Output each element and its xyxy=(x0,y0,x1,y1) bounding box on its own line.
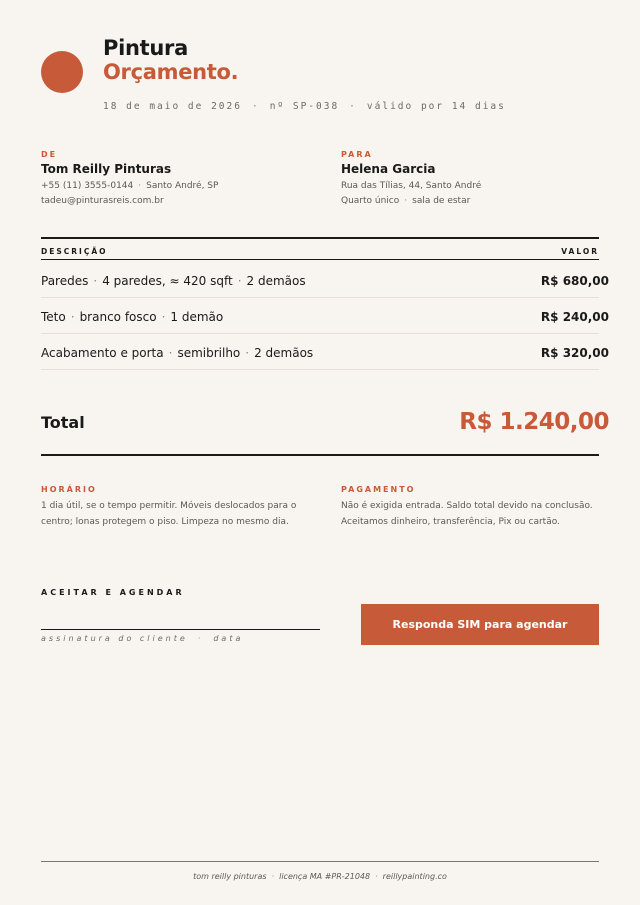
payment-label: PAGAMENTO xyxy=(341,485,416,494)
row-detail: 2 demãos xyxy=(254,346,314,360)
total-rule xyxy=(41,454,599,456)
schedule-block xyxy=(41,485,306,530)
table-row xyxy=(41,298,609,334)
to-name: Helena Garcia xyxy=(341,162,436,176)
brand-title: Pintura xyxy=(103,36,188,60)
logo-circle xyxy=(41,51,83,93)
schedule-text: 1 dia útil, se o tempo permitir. Móveis deslocados para o centro; lonas protegem o piso. Limpeza no mesmo dia. xyxy=(41,501,297,527)
row-detail: branco fosco xyxy=(79,310,157,324)
from-label: DE xyxy=(41,150,58,159)
row-detail: 1 demão xyxy=(170,310,224,324)
row-value: R$ 320,00 xyxy=(540,346,609,360)
footer-site[interactable]: reillypainting.co xyxy=(382,872,447,881)
accept-label: ACEITAR E AGENDAR xyxy=(41,588,185,597)
from-block xyxy=(41,150,301,206)
to-room-1: Quarto único xyxy=(341,196,400,206)
payment-block xyxy=(341,485,606,530)
column-header-description: DESCRIÇÃO xyxy=(41,247,108,256)
row-item: Teto xyxy=(41,310,66,324)
row-value: R$ 240,00 xyxy=(540,310,609,324)
row-description: Acabamento e porta · semibrilho · 2 demãos xyxy=(41,346,314,360)
from-contact: +55 (11) 3555-0144 · Santo André, SP xyxy=(41,181,219,191)
quote-meta xyxy=(103,101,506,112)
row-item: Acabamento e porta xyxy=(41,346,164,360)
signature-line[interactable] xyxy=(41,629,320,630)
signature-caption-text: assinatura do cliente xyxy=(41,634,188,643)
table-row xyxy=(41,262,609,298)
footer-company: tom reilly pinturas xyxy=(193,872,267,881)
to-block xyxy=(341,150,601,206)
to-rooms: Quarto único · sala de estar xyxy=(341,196,471,206)
to-room-2: sala de estar xyxy=(412,196,471,206)
schedule-label: HORÁRIO xyxy=(41,485,97,494)
from-phone[interactable]: +55 (11) 3555-0144 xyxy=(41,181,134,191)
quote-validity: válido por 14 dias xyxy=(366,101,506,112)
from-name: Tom Reilly Pinturas xyxy=(41,162,172,176)
footer-rule xyxy=(41,861,599,862)
brand-subtitle: Orçamento. xyxy=(103,60,239,84)
from-city: Santo André, SP xyxy=(146,181,219,191)
quote-date: 18 de maio de 2026 xyxy=(103,101,242,112)
brand xyxy=(103,36,238,84)
to-label: PARA xyxy=(341,150,373,159)
footer-license: licença MA #PR-21048 xyxy=(279,872,371,881)
row-detail: 2 demãos xyxy=(246,274,306,288)
row-description: Teto · branco fosco · 1 demão xyxy=(41,310,224,324)
row-item: Paredes xyxy=(41,274,89,288)
reply-yes-button[interactable]: Responda SIM para agendar xyxy=(361,604,599,645)
footer: tom reilly pinturas · licença MA #PR-21048 · reillypainting.co xyxy=(193,872,447,881)
to-address: Rua das Tílias, 44, Santo André xyxy=(341,181,482,191)
row-value: R$ 680,00 xyxy=(540,274,609,288)
quote-number: nº SP-038 xyxy=(269,101,340,112)
row-detail: semibrilho xyxy=(177,346,241,360)
separator-dot: · xyxy=(251,101,260,112)
signature-caption: assinatura do cliente · data xyxy=(41,634,244,643)
row-detail: 4 paredes, ≈ 420 sqft xyxy=(102,274,233,288)
table-top-rule xyxy=(41,237,599,239)
table-row xyxy=(41,334,609,370)
separator-dot: · xyxy=(349,101,357,112)
total-value: R$ 1.240,00 xyxy=(459,409,609,435)
from-email[interactable]: tadeu@pinturasreis.com.br xyxy=(41,196,164,206)
table-header-rule xyxy=(41,259,599,260)
column-header-value: VALOR xyxy=(561,247,599,256)
payment-text: Não é exigida entrada. Saldo total devido na conclusão. Aceitamos dinheiro, transferência, Pix ou cartão. xyxy=(341,501,593,527)
date-caption-text: data xyxy=(213,634,244,643)
total-label: Total xyxy=(41,413,85,432)
row-description: Paredes · 4 paredes, ≈ 420 sqft · 2 demãos xyxy=(41,274,306,288)
